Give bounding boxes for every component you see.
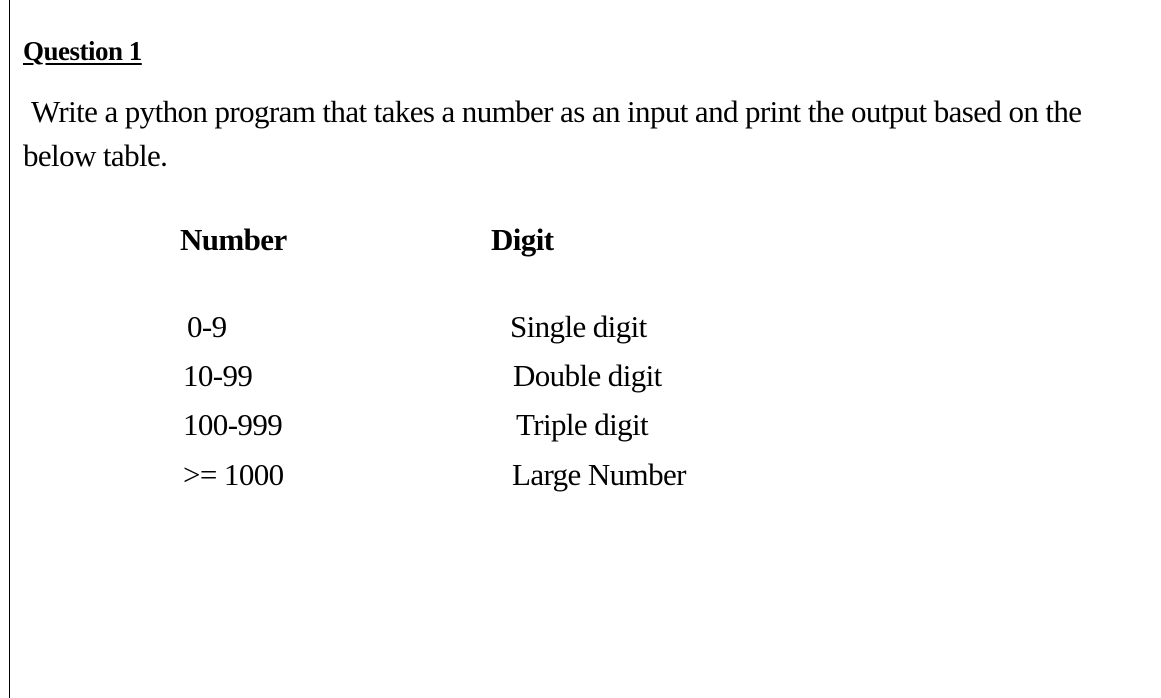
table-cell-number: 0-9 [187,309,227,344]
question-text: Write a python program that takes a number as an input and print the output based on the below table. [23,94,1082,173]
table-cell-number: 100-999 [183,407,283,442]
table-header-number: Number [180,222,287,257]
table-cell-number: 10-99 [183,358,253,393]
table-cell-digit: Double digit [513,358,662,393]
table-cell-number: >= 1000 [183,457,284,492]
table-cell-digit: Single digit [510,309,647,344]
question-title: Question 1 [23,36,142,66]
page-left-border [9,0,10,698]
table-header-digit: Digit [491,222,554,257]
table-cell-digit: Large Number [512,457,686,492]
table-cell-digit: Triple digit [516,407,649,442]
